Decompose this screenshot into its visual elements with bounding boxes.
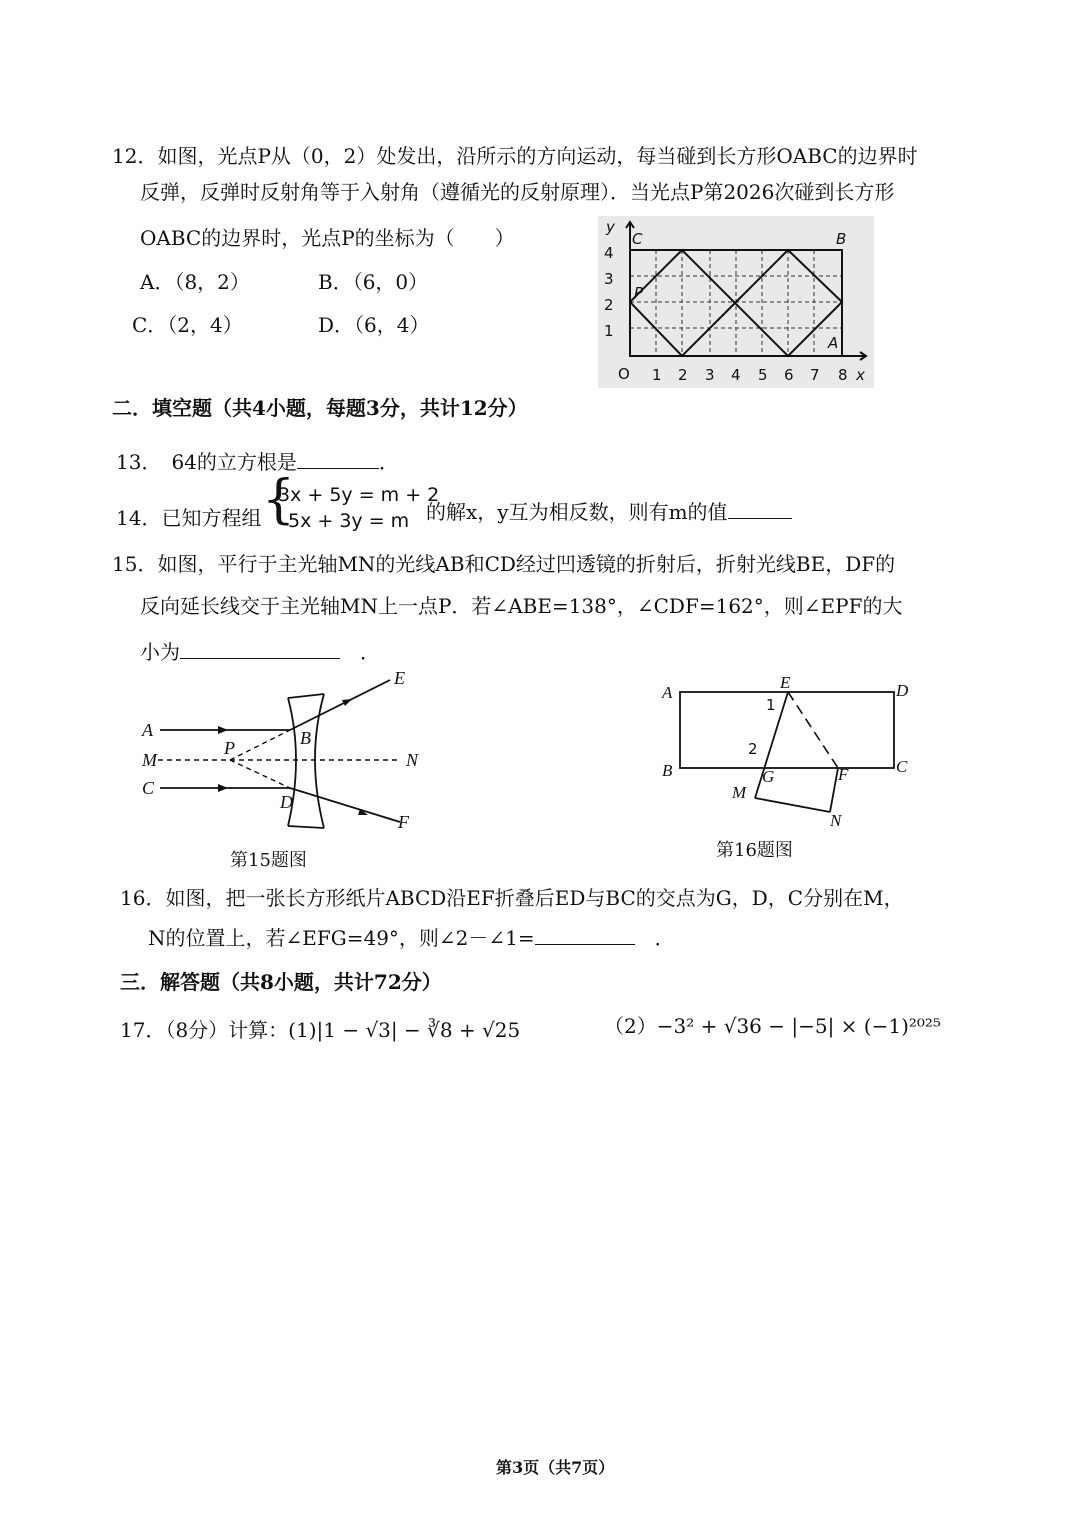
section-3-heading: 三．解答题（共8小题，共计72分）	[120, 970, 442, 994]
q17-part1: 17．（8分）计算：(1)|1 − √3| − ∛8 + √25	[120, 1018, 521, 1042]
q15-label-a: A	[142, 720, 153, 740]
q12-option-c: C．（2，4）	[132, 313, 243, 337]
q12-origin-label: O	[618, 365, 630, 383]
y-tick: 1	[604, 322, 614, 340]
q15-line1: 15．如图，平行于主光轴MN的光线AB和CD经过凹透镜的折射后，折射光线BE，DF的	[112, 552, 896, 576]
q13: 13． 64的立方根是 ．	[116, 450, 399, 474]
q16-label-a: A	[662, 683, 673, 702]
q16-angle-1-label: 1	[766, 696, 776, 714]
q12-line1: 12．如图，光点P从（0，2）处发出，沿所示的方向运动，每当碰到长方形OABC的边界时	[112, 144, 918, 168]
q16-angle-2-label: 2	[748, 740, 758, 758]
x-tick: 7	[810, 366, 820, 384]
x-tick: 5	[758, 366, 768, 384]
q15-label-n: N	[406, 750, 419, 770]
q14-suffix: 的解x，y互为相反数，则有m的值	[426, 500, 728, 524]
q14	[426, 500, 792, 524]
point-p-label: P	[634, 284, 644, 302]
q16-line1: 16．如图，把一张长方形纸片ABCD沿EF折叠后ED与BC的交点为G，D，C分别在M，	[120, 886, 904, 910]
q15-label-d: D	[280, 792, 293, 812]
q15-line3: 小为	[140, 640, 180, 664]
y-axis-label: y	[606, 218, 615, 236]
q14-eq1: 3x + 5y = m + 2	[278, 484, 440, 506]
q12-line3: OABC的边界时，光点P的坐标为（ ）	[140, 226, 515, 250]
q12-figure	[598, 216, 874, 388]
q14-answer-blank	[728, 500, 792, 519]
q15-label-e: E	[394, 668, 405, 688]
q16-line2: N的位置上，若∠EFG=49°，则∠2－∠1=	[148, 926, 535, 950]
q15-label-m: M	[142, 750, 157, 770]
point-c-label: C	[632, 230, 643, 248]
q13-answer-blank	[297, 450, 379, 469]
q16-label-g: G	[762, 767, 775, 786]
q16-label-b: B	[662, 761, 673, 780]
section-2-heading: 二．填空题（共4小题，每题3分，共计12分）	[112, 396, 528, 420]
q13-text: 13． 64的立方根是	[116, 450, 297, 474]
q15-line3-wrap: 小为 ．	[140, 640, 380, 664]
q16-label-e: E	[780, 673, 791, 692]
page-footer: 第3页（共7页）	[496, 1458, 615, 1477]
q16-answer-blank	[535, 926, 635, 945]
x-tick: 8	[838, 366, 848, 384]
q15-label-b: B	[300, 728, 311, 748]
q16-line2-wrap: N的位置上，若∠EFG=49°，则∠2－∠1= ．	[148, 926, 675, 950]
x-tick: 6	[784, 366, 794, 384]
q16-label-f: F	[838, 765, 849, 784]
q16-label-n: N	[830, 811, 842, 830]
x-tick: 2	[678, 366, 688, 384]
q15-figure	[138, 668, 438, 840]
q17-part2: （2）−3² + √36 − |−5| × (−1)²⁰²⁵	[604, 1014, 941, 1038]
q16-label-d: D	[896, 681, 909, 700]
q12-option-d: D．（6，4）	[318, 313, 430, 337]
y-tick: 2	[604, 296, 614, 314]
q15-line2: 反向延长线交于主光轴MN上一点P．若∠ABE=138°，∠CDF=162°，则∠EPF的大	[140, 594, 903, 618]
q16-caption: 第16题图	[716, 840, 793, 861]
q15-answer-blank	[180, 640, 340, 659]
x-tick: 1	[652, 366, 662, 384]
q15-caption: 第15题图	[230, 850, 307, 871]
x-axis-label: x	[856, 366, 865, 384]
q14-prefix: 14．已知方程组	[116, 506, 262, 530]
point-a-label: A	[828, 334, 839, 352]
q16-figure	[658, 672, 918, 832]
brace-symbol: {	[262, 470, 296, 530]
q12-option-b: B．（6，0）	[318, 270, 429, 294]
y-tick: 4	[604, 244, 614, 262]
x-tick: 3	[705, 366, 715, 384]
q12-line2: 反弹，反弹时反射角等于入射角（遵循光的反射原理）．当光点P第2026次碰到长方形	[140, 180, 895, 204]
q15-label-c: C	[142, 778, 155, 798]
q12-option-a: A．（8，2）	[140, 270, 250, 294]
q15-label-f: F	[398, 812, 409, 832]
q16-label-m: M	[732, 783, 747, 802]
q16-label-c: C	[896, 757, 908, 776]
y-tick: 3	[604, 270, 614, 288]
x-tick: 4	[731, 366, 741, 384]
q15-label-p: P	[224, 738, 235, 758]
point-b-label: B	[836, 230, 847, 248]
q14-eq2: 5x + 3y = m	[288, 510, 410, 532]
